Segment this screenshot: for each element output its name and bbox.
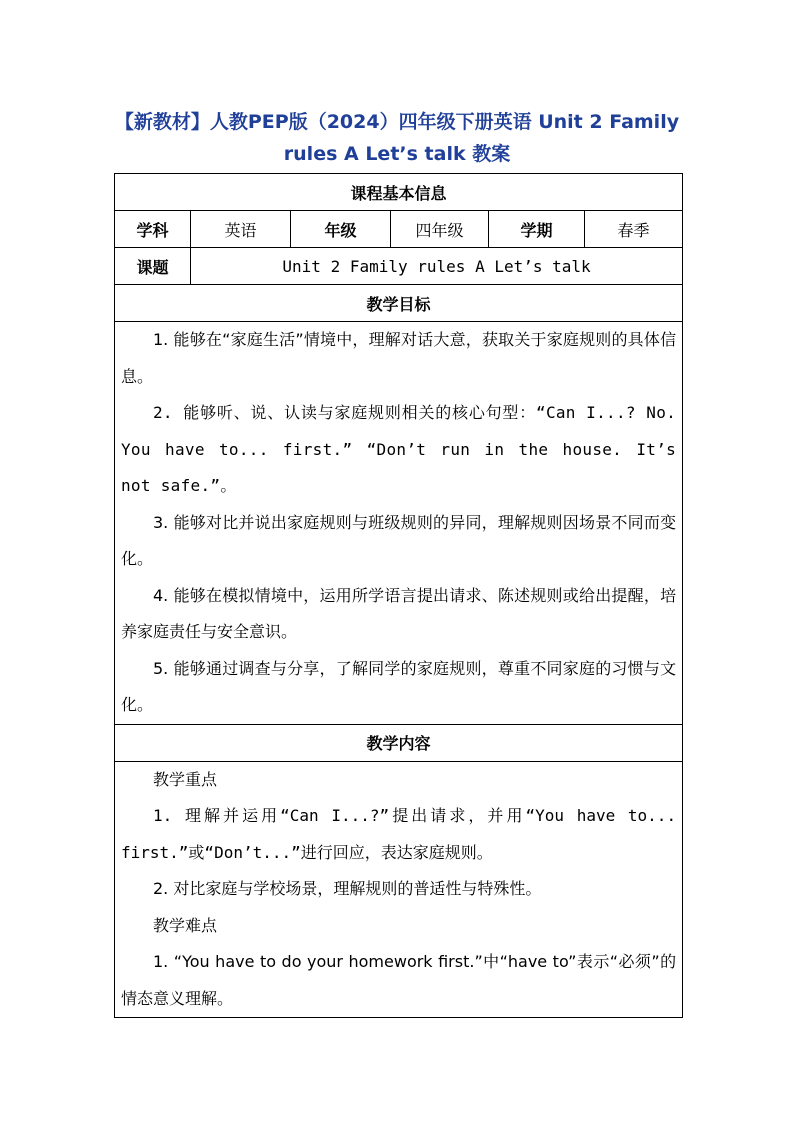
- difficult-point-item: 1. “You have to do your homework first.”中“have to”表示“必须”的情态意义理解。: [121, 952, 677, 1008]
- grade-value: 四年级: [391, 211, 489, 248]
- subject-label: 学科: [115, 211, 191, 248]
- difficult-points-heading: 教学难点: [153, 915, 218, 935]
- key-points-heading: 教学重点: [153, 769, 218, 789]
- title-line-2: rules A Let’s talk 教案: [283, 143, 511, 165]
- lesson-plan-table: [114, 173, 683, 1018]
- section-goals: 教学目标: [115, 285, 683, 322]
- goal-item: 2. 能够听、说、认读与家庭规则相关的核心句型：“Can I...? No. You have to... first.” “Don’t run in the house. It’s not safe.”。: [121, 403, 677, 495]
- goal-item: 1. 能够在“家庭生活”情境中，理解对话大意，获取关于家庭规则的具体信息。: [121, 330, 677, 386]
- key-point-item: 1. 理解并运用“Can I...?”提出请求，并用“You have to... first.”或“Don’t...”进行回应，表达家庭规则。: [121, 806, 677, 862]
- subject-value: 英语: [191, 211, 291, 248]
- title-line-1: 【新教材】人教PEP版（2024）四年级下册英语 Unit 2 Family: [114, 111, 680, 133]
- grade-label: 年级: [291, 211, 391, 248]
- key-point-item: 2. 对比家庭与学校场景，理解规则的普适性与特殊性。: [153, 879, 542, 898]
- topic-value: Unit 2 Family rules A Let’s talk: [191, 248, 683, 285]
- goal-item: 5. 能够通过调查与分享，了解同学的家庭规则，尊重不同家庭的习惯与文化。: [121, 658, 677, 714]
- term-value: 春季: [585, 211, 683, 248]
- goals-cell: [115, 322, 683, 725]
- section-content: 教学内容: [115, 724, 683, 761]
- content-cell: [115, 761, 683, 1018]
- goal-item: 4. 能够在模拟情境中，运用所学语言提出请求、陈述规则或给出提醒，培养家庭责任与安全意识。: [121, 585, 677, 641]
- topic-label: 课题: [115, 248, 191, 285]
- goal-item: 3. 能够对比并说出家庭规则与班级规则的异同，理解规则因场景不同而变化。: [121, 512, 677, 568]
- section-basic-info: 课程基本信息: [115, 174, 683, 211]
- term-label: 学期: [489, 211, 585, 248]
- document-title: [0, 106, 794, 170]
